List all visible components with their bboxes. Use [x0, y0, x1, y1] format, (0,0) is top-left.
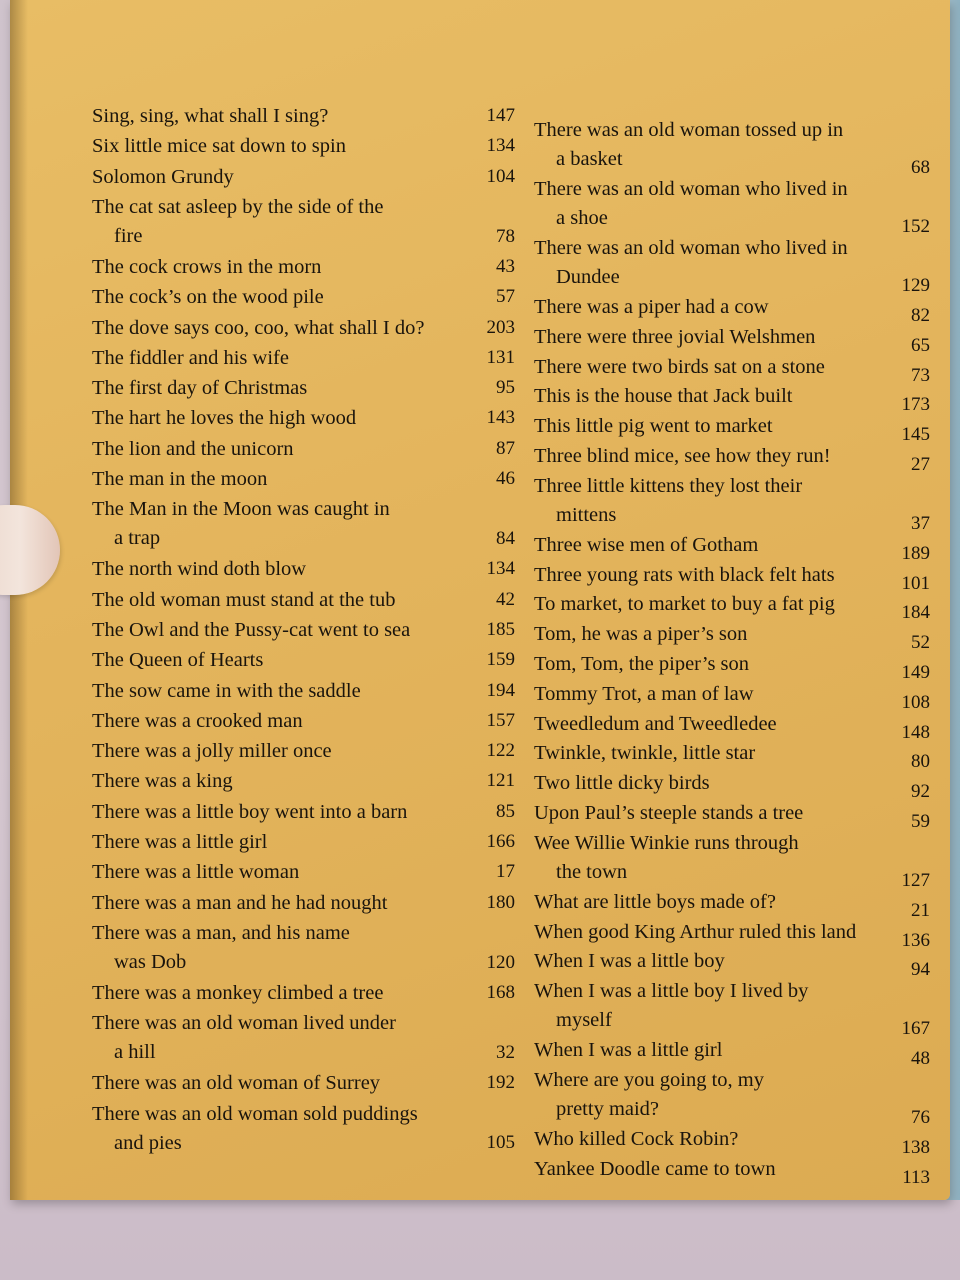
- entry-title: There was a little girl: [92, 831, 268, 853]
- entry-page-number: 87: [496, 437, 515, 459]
- index-entry: [534, 234, 848, 292]
- entry-title: This little pig went to market: [534, 415, 773, 438]
- index-entry: [534, 531, 758, 560]
- entry-title: Two little dicky birds: [534, 772, 710, 795]
- entry-title: Tweedledum and Tweedledee: [534, 712, 777, 735]
- index-entry: [534, 710, 777, 739]
- index-entry: [92, 858, 299, 887]
- entry-title: The sow came in with the saddle: [92, 679, 361, 702]
- entry-title: Wee Willie Winkie runs through: [534, 831, 799, 854]
- index-entry: [534, 175, 848, 233]
- index-entry: [92, 132, 346, 161]
- entry-title: There was a man, and his name: [92, 921, 350, 944]
- entry-title: Solomon Grundy: [92, 165, 234, 188]
- entry-title: The hart he loves the high wood: [92, 407, 357, 430]
- entry-page-number: 145: [901, 424, 930, 446]
- index-entry: [534, 382, 793, 411]
- entry-page-number: 105: [486, 1132, 515, 1154]
- entry-title: There was a jolly miller once: [92, 740, 332, 763]
- entry-title: Upon Paul’s steeple stands a tree: [534, 802, 804, 824]
- entry-title: Tommy Trot, a man of law: [534, 682, 754, 705]
- entry-page-number: 180: [486, 891, 515, 913]
- entry-page-number: 73: [911, 364, 930, 386]
- index-entry: [534, 412, 773, 441]
- index-entry: [534, 918, 856, 947]
- index-entry: [92, 1100, 418, 1158]
- entry-page-number: 194: [486, 679, 515, 701]
- entry-page-number: 134: [486, 558, 515, 580]
- entry-page-number: 52: [911, 632, 930, 654]
- entry-page-number: 189: [901, 542, 930, 564]
- entry-title: There was a piper had a cow: [534, 296, 769, 318]
- index-entry: [92, 555, 306, 584]
- entry-title: The cock’s on the wood pile: [92, 286, 324, 309]
- entry-title: Yankee Doodle came to town: [534, 1157, 776, 1180]
- entry-title-continued: the town: [556, 860, 628, 883]
- index-entry: [92, 435, 294, 464]
- index-entry: [534, 442, 831, 471]
- entry-page-number: 185: [486, 618, 515, 640]
- entry-page-number: 59: [911, 811, 930, 832]
- index-entry: [92, 767, 233, 796]
- entry-page-number: 173: [901, 394, 930, 416]
- entry-page-number: 32: [496, 1041, 515, 1063]
- entry-page-number: 147: [486, 105, 515, 126]
- entry-page-number: 57: [496, 286, 515, 308]
- entry-title: Three little kittens they lost their: [534, 474, 803, 497]
- index-entry: [534, 739, 755, 768]
- index-entry: [534, 799, 803, 828]
- index-entry: [534, 947, 725, 976]
- entry-title: Where are you going to, my: [534, 1069, 764, 1091]
- entry-page-number: 27: [911, 454, 930, 475]
- index-entry: [92, 253, 321, 282]
- entry-title: There was a king: [92, 770, 233, 793]
- entry-page-number: 157: [486, 709, 515, 731]
- index-entry: [92, 374, 307, 403]
- index-entry: [92, 586, 395, 615]
- entry-title-continued: myself: [556, 1009, 612, 1032]
- entry-page-number: 48: [911, 1048, 930, 1070]
- entry-page-number: 95: [496, 377, 515, 399]
- entry-title: Three wise men of Gotham: [534, 533, 759, 556]
- entry-title: Who killed Cock Robin?: [534, 1128, 739, 1150]
- entry-page-number: 68: [911, 157, 930, 179]
- entry-page-number: 101: [901, 572, 930, 594]
- entry-page-number: 120: [486, 951, 515, 973]
- entry-page-number: 159: [486, 649, 515, 671]
- entry-title: To market, to market to buy a fat pig: [534, 593, 835, 616]
- entry-title: There were two birds sat on a stone: [534, 355, 825, 378]
- index-entry: [534, 888, 776, 917]
- index-entry: [92, 465, 267, 494]
- entry-page-number: 65: [911, 334, 930, 356]
- index-entry: [92, 495, 390, 553]
- entry-title-continued: pretty maid?: [556, 1098, 660, 1120]
- entry-title-continued: mittens: [556, 503, 617, 526]
- index-entry: [534, 829, 799, 887]
- entry-page-number: 149: [901, 662, 930, 683]
- entry-title: There was a man and he had nought: [92, 891, 388, 914]
- index-entry: [92, 737, 332, 766]
- entry-page-number: 84: [496, 528, 515, 549]
- entry-title: The man in the moon: [92, 468, 268, 490]
- entry-title: The north wind doth blow: [92, 558, 307, 581]
- index-entry: [534, 293, 769, 322]
- index-entry: [92, 979, 383, 1008]
- index-entry: [534, 323, 815, 352]
- entry-page-number: 17: [496, 861, 515, 883]
- entry-title: There was an old woman tossed up in: [534, 119, 844, 141]
- index-entry: [534, 680, 754, 709]
- entry-title: The cat sat asleep by the side of the: [92, 195, 384, 218]
- entry-title: Three blind mice, see how they run!: [534, 445, 831, 467]
- entry-title: There was a monkey climbed a tree: [92, 981, 384, 1004]
- index-entry: [534, 1066, 764, 1124]
- index-entry: [534, 353, 825, 382]
- entry-title: When I was a little girl: [534, 1039, 723, 1062]
- entry-page-number: 46: [496, 468, 515, 489]
- spine-shadow: [10, 0, 28, 1200]
- index-entry: [534, 1125, 738, 1154]
- index-entry: [534, 1036, 722, 1065]
- entry-page-number: 122: [486, 740, 515, 762]
- entry-page-number: 21: [911, 899, 930, 921]
- entry-page-number: 168: [486, 981, 515, 1003]
- entry-title: The cock crows in the morn: [92, 255, 322, 278]
- entry-page-number: 113: [902, 1166, 930, 1188]
- entry-page-number: 94: [911, 959, 930, 981]
- entry-title-continued: a hill: [114, 1041, 156, 1064]
- entry-title: This is the house that Jack built: [534, 385, 793, 408]
- entry-title: Sing, sing, what shall I sing?: [92, 105, 329, 127]
- index-entry: [92, 193, 383, 251]
- index-entry: [534, 1155, 776, 1184]
- entry-page-number: 92: [911, 781, 930, 803]
- entry-page-number: 131: [486, 346, 515, 368]
- index-entry: [92, 163, 234, 192]
- index-entry: [92, 344, 289, 373]
- entry-title: There was a little boy went into a barn: [92, 800, 408, 823]
- entry-page-number: 129: [901, 275, 930, 297]
- index-entry: [534, 650, 749, 679]
- index-entry: [534, 116, 843, 174]
- entry-title: The old woman must stand at the tub: [92, 588, 396, 611]
- index-entry: [92, 314, 424, 343]
- entry-title: The fiddler and his wife: [92, 346, 289, 369]
- entry-page-number: 76: [911, 1107, 930, 1129]
- entry-title: Six little mice sat down to spin: [92, 135, 346, 158]
- entry-page-number: 136: [901, 929, 930, 951]
- entry-title: When I was a little boy: [534, 950, 725, 973]
- entry-page-number: 43: [496, 255, 515, 277]
- entry-page-number: 166: [486, 831, 515, 852]
- entry-title: There were three jovial Welshmen: [534, 325, 816, 348]
- entry-title: When I was a little boy I lived by: [534, 980, 809, 1003]
- entry-title: There was an old woman who lived in: [534, 178, 848, 200]
- entry-page-number: 148: [901, 721, 930, 743]
- entry-title: Tom, he was a piper’s son: [534, 623, 748, 646]
- entry-title: There was a crooked man: [92, 709, 303, 732]
- index-entry: [534, 769, 710, 798]
- index-entry: [92, 707, 303, 736]
- entry-page-number: 78: [496, 225, 515, 247]
- entry-page-number: 152: [901, 216, 930, 238]
- entry-title: The Man in the Moon was caught in: [92, 498, 390, 521]
- index-entry: [534, 472, 802, 530]
- index-entry: [92, 646, 263, 675]
- index-entry: [534, 977, 808, 1035]
- entry-title-continued: and pies: [114, 1131, 182, 1154]
- entry-title-continued: a trap: [114, 527, 161, 550]
- entry-page-number: 121: [486, 770, 515, 792]
- index-entry: [534, 561, 835, 590]
- entry-title-continued: fire: [114, 224, 143, 247]
- entry-page-number: 127: [901, 870, 930, 891]
- index-entry: [92, 677, 361, 706]
- entry-page-number: 42: [496, 588, 515, 610]
- index-entry: [92, 828, 267, 857]
- index-entry: [92, 798, 407, 827]
- index-entry: [92, 283, 324, 312]
- entry-title: The Queen of Hearts: [92, 649, 264, 672]
- entry-title: Twinkle, twinkle, little star: [534, 742, 756, 765]
- entry-title: There was an old woman lived under: [92, 1012, 396, 1035]
- index-entry: [92, 919, 350, 977]
- entry-title-continued: a basket: [556, 148, 623, 170]
- index-entry: [92, 889, 387, 918]
- entry-title: When good King Arthur ruled this land: [534, 920, 857, 943]
- entry-title-continued: a shoe: [556, 207, 608, 229]
- entry-title: Tom, Tom, the piper’s son: [534, 653, 750, 675]
- entry-title: There was a little woman: [92, 861, 300, 884]
- entry-title: The lion and the unicorn: [92, 437, 294, 460]
- entry-page-number: 104: [486, 165, 515, 187]
- index-page: [10, 0, 950, 1200]
- entry-title: Three young rats with black felt hats: [534, 563, 835, 586]
- entry-page-number: 80: [911, 751, 930, 773]
- entry-page-number: 167: [901, 1018, 930, 1040]
- index-entry: [534, 620, 747, 649]
- entry-page-number: 108: [901, 691, 930, 713]
- entry-page-number: 85: [496, 800, 515, 822]
- entry-title: The dove says coo, coo, what shall I do?: [92, 316, 425, 339]
- index-entry: [92, 404, 356, 433]
- entry-page-number: 203: [486, 316, 515, 338]
- entry-title-continued: was Dob: [114, 950, 187, 973]
- index-entry: [92, 1009, 396, 1067]
- entry-title-continued: Dundee: [556, 266, 620, 288]
- index-entry: [92, 616, 410, 645]
- index-entry: [92, 1069, 380, 1098]
- entry-page-number: 143: [486, 407, 515, 429]
- entry-page-number: 192: [486, 1072, 515, 1094]
- entry-title: There was an old woman sold puddings: [92, 1102, 418, 1125]
- entry-page-number: 37: [911, 513, 930, 534]
- entry-title: What are little boys made of?: [534, 890, 776, 913]
- entry-title: There was an old woman of Surrey: [92, 1072, 381, 1095]
- entry-title: The Owl and the Pussy-cat went to sea: [92, 618, 411, 641]
- entry-title: The first day of Christmas: [92, 377, 308, 400]
- entry-title: There was an old woman who lived in: [534, 237, 848, 259]
- entry-page-number: 184: [901, 602, 930, 624]
- index-entry: [534, 590, 835, 619]
- entry-page-number: 134: [486, 135, 515, 157]
- entry-page-number: 138: [901, 1137, 930, 1158]
- entry-page-number: 82: [911, 305, 930, 326]
- index-entry: [92, 102, 328, 131]
